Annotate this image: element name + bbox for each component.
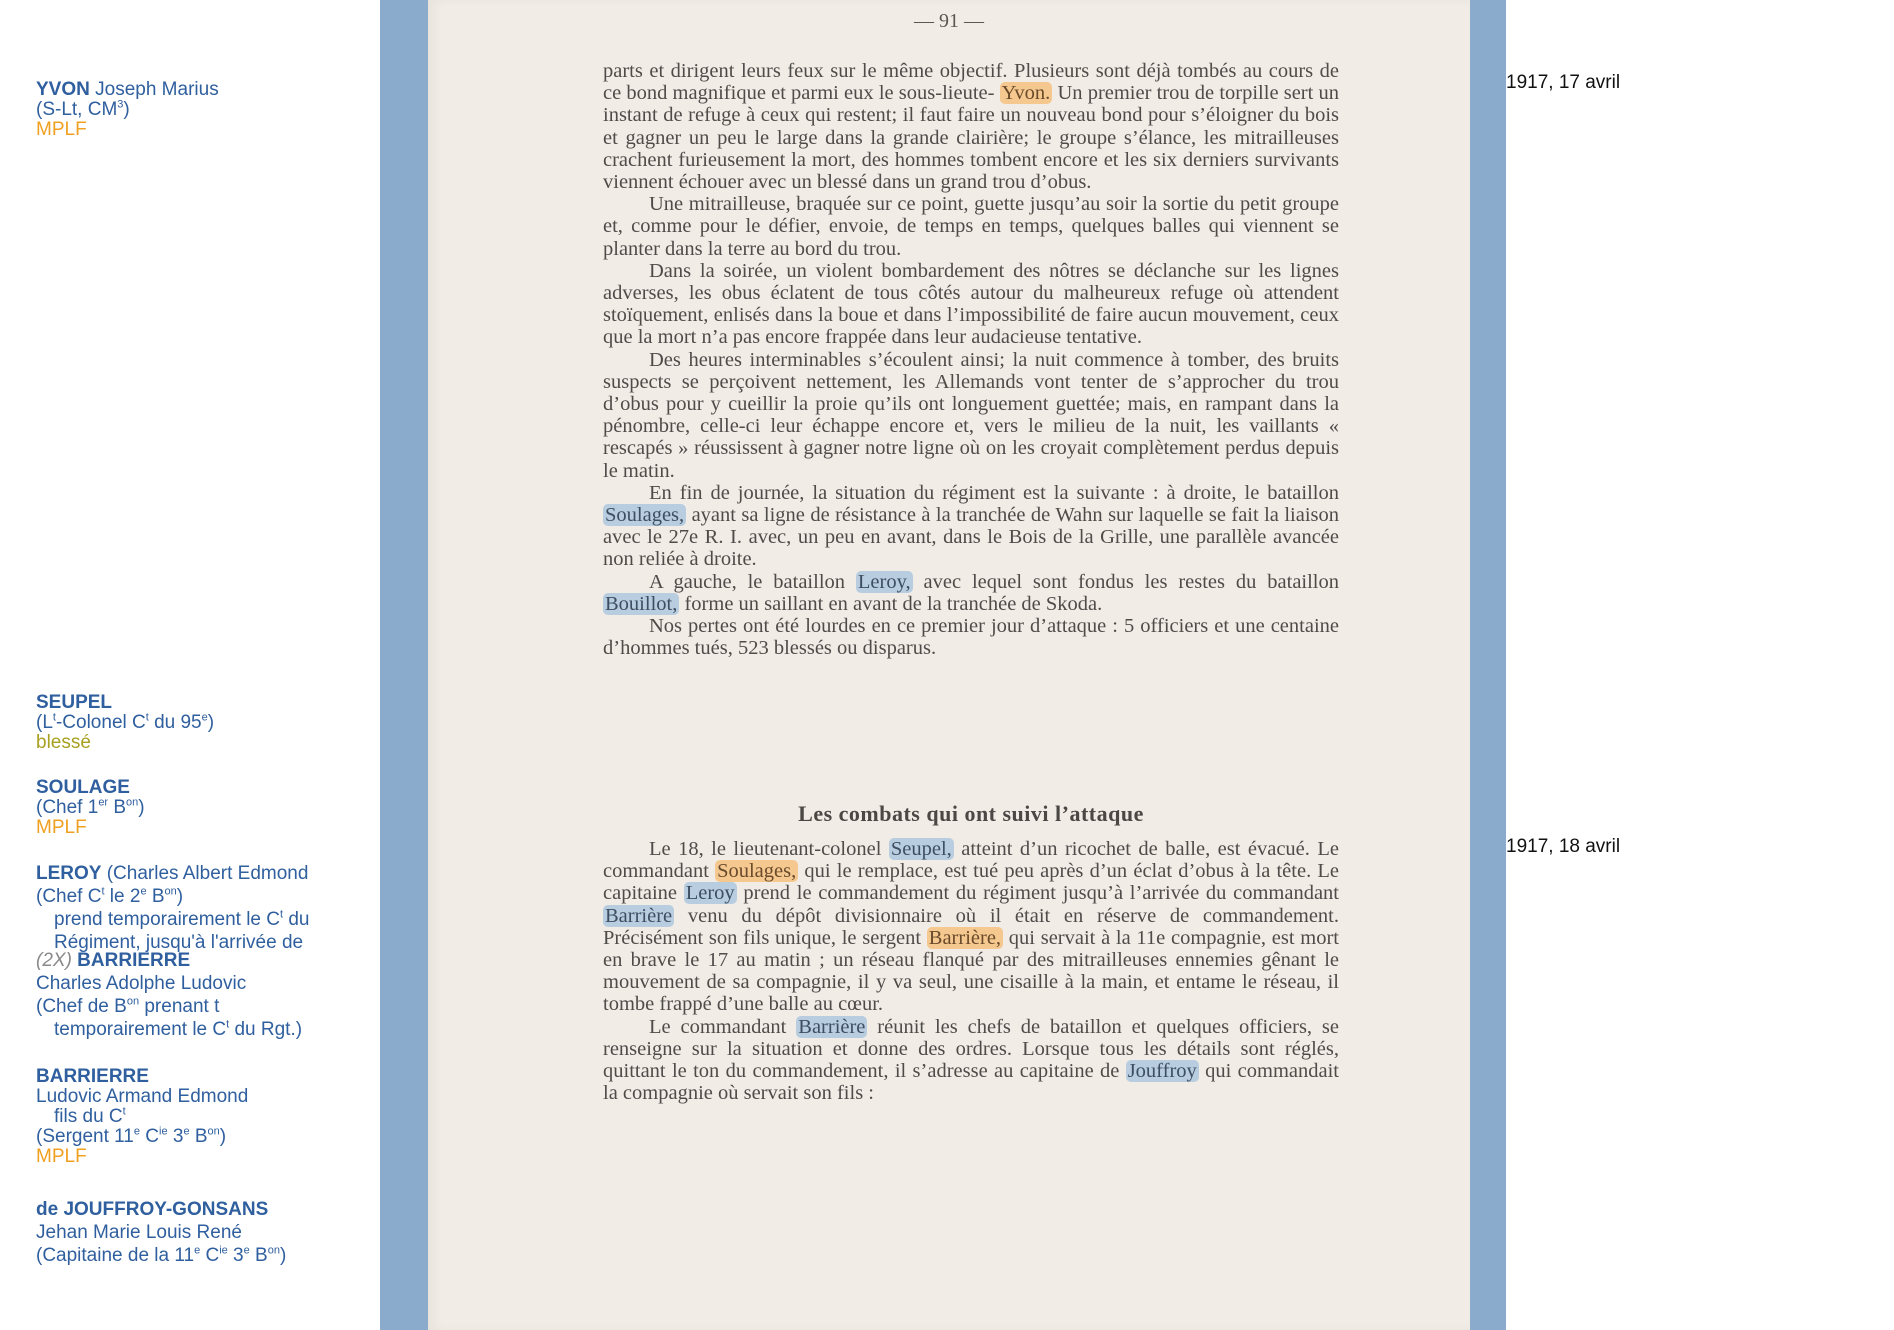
rank: (Chef 1er $B^{on}$) bbox=[36, 796, 145, 818]
page-number: — 91 — bbox=[914, 10, 984, 32]
surname: SEUPEL bbox=[36, 692, 113, 713]
status-label: MPLF bbox=[36, 119, 87, 140]
annotation-leroy bbox=[36, 862, 376, 954]
paragraph: Une mitrailleuse, braquée sur ce point, guette jusqu’au soir la sortie du petit groupe et, comme pour le défier, envoie, de temps en temps, quelques balles qui viennent se planter dans la terre au bord du trou. bbox=[603, 193, 1339, 260]
highlight-barriere: Barrière bbox=[605, 904, 673, 927]
surname: YVON bbox=[36, 79, 90, 100]
scanned-page bbox=[428, 0, 1470, 1330]
surname: de JOUFFROY-GONSANS bbox=[36, 1199, 269, 1220]
person-name: LEROY (Charles Albert Edmond bbox=[36, 863, 309, 884]
page-text-lower bbox=[603, 838, 1339, 1104]
highlight-leroy: Leroy, bbox=[857, 570, 911, 593]
rank: (Chef $C^t$ le 2e $B^{on}$) bbox=[36, 885, 184, 907]
highlight-soulages: Soulages, bbox=[717, 860, 797, 883]
annotation-jouffroy bbox=[36, 1198, 376, 1267]
page-text-upper bbox=[603, 60, 1339, 659]
paragraph: En fin de journée, la situation du régiment est la suivante : à droite, le bataillon Soulages, ayant sa ligne de résistance à la tranchée de Wahn sur laquelle se fait la liaison avec le 27e R. I. avec, un peu en avant, dans le Bois de la Grille, une parallèle avancée non reliée à droite. bbox=[603, 481, 1339, 571]
rank: (Chef de $B^{on}$ prenant t bbox=[36, 995, 220, 1017]
given-names: Jehan Marie Louis René bbox=[36, 1222, 242, 1243]
annotation-barrierre-commandant bbox=[36, 949, 376, 1041]
rank: (S-Lt, $CM^3$) bbox=[36, 98, 130, 120]
surname: SOULAGE bbox=[36, 777, 130, 798]
paragraph: Le 18, le lieutenant-colonel Seupel, atteint d’un ricochet de balle, est évacué. Le commandant Soulages, qui le remplace, est tué peu après d’un éclat d’obus à la tête. Le capitaine Leroy prend le commandement du régiment jusqu’à l’arrivée du commandant Barrière venu du dépôt divisionnaire où il était en réserve de commandement. Précisément son fils unique, le sergent Barrière, qui servait à la 11e compagnie, est mort en brave le 17 au matin ; un réseau flanqué par des mitrailleuses ennemies gênant le mouvement de sa compagnie, il y va seul, une cisaille à la main, et entame le réseau, il tombe frappé d’une balle au cœur. bbox=[603, 838, 1340, 1016]
note-line: prend temporairement le $C^t$ du bbox=[54, 908, 310, 930]
highlight-seupel: Seupel, bbox=[890, 838, 952, 860]
person-name bbox=[36, 79, 219, 100]
note-line: temporairement le $C^t$ du Rgt.) bbox=[54, 1018, 303, 1040]
status-label: MPLF bbox=[36, 1146, 87, 1167]
annotation-yvon bbox=[36, 80, 376, 140]
section-heading: Les combats qui ont suivi l’attaque bbox=[798, 801, 1144, 826]
note-line: Régiment, jusqu'à l'arrivée de bbox=[54, 932, 304, 953]
paragraph: A gauche, le bataillon Leroy, avec lequel sont fondus les restes du bataillon Bouillot, forme un saillant en avant de la tranchée de Skoda. bbox=[605, 570, 1339, 615]
paragraph: Dans la soirée, un violent bombardement des nôtres se déclanche sur les lignes adverses, les obus éclatent de tous côtés autour du malheureux refuge où attendent stoïquement, enlisés dans la boue et dans l’impossibilité de faire aucun mouvement, ceux que la mort n’a pas encore frappée dans leur audacieuse tentative. bbox=[603, 259, 1339, 349]
given-names: Joseph Marius bbox=[89, 79, 219, 100]
date-label: 1917, 18 avril bbox=[1506, 836, 1621, 857]
annotation-soulage bbox=[36, 778, 376, 838]
status-label: MPLF bbox=[36, 817, 87, 838]
paragraph: Des heures interminables s’écoulent ainsi; la nuit commence à tomber, des bruits suspects se perçoivent nettement, les Allemands vont tenter de s’approcher du trou d’obus pour y cueillir la proie qu’ils ont longuement guettée; mais, en rampant dans la pénombre, celle-ci leur échappe encore et, vers le milieu de la nuit, les vaillants « rescapés » réussissent à gagner notre ligne où on les croyait complètement perdus depuis le matin. bbox=[603, 348, 1339, 482]
person-name: (2X) BARRIERRE bbox=[36, 950, 191, 971]
given-names: Charles Adolphe Ludovic bbox=[36, 973, 247, 994]
highlight-bouillot: Bouillot, bbox=[605, 592, 678, 615]
highlight-leroy: Leroy bbox=[685, 882, 735, 905]
highlight-jouffroy: Jouffroy bbox=[1127, 1060, 1197, 1083]
given-names: Ludovic Armand Edmond bbox=[36, 1086, 249, 1107]
rank: (Sergent 11e $C^{ie}$ 3e $B^{on}$) bbox=[36, 1125, 227, 1147]
status-label: blessé bbox=[36, 732, 91, 753]
annotation-seupel bbox=[36, 693, 376, 753]
margin-annotations bbox=[36, 0, 376, 1330]
paragraph: parts et dirigent leurs feux sur le même objectif. Plusieurs sont déjà tombés au cours de ce bond magnifique et parmi eux le sous-lieute- Yvon. Un premier trou de torpille sert un instant de refuge à ceux qui restent; il faut faire un nouveau bond pour s’éloigner du bois et gagner un peu le large dans la grande clairière; le groupe s’élance, les mitrailleuses crachent furieusement la mort, des hommes tombent encore et les six derniers survivants viennent échouer avec un blessé dans un grand trou d’obus. bbox=[603, 60, 1339, 194]
highlight-barriere-son: Barrière, bbox=[928, 926, 1002, 949]
highlight-barriere: Barrière bbox=[798, 1015, 866, 1038]
paragraph: Le commandant Barrière réunit les chefs de bataillon et quelques officiers, se renseigne sur la situation et donne des ordres. Lorsque tous les détails sont réglés, quittant le ton du commandement, il s’adresse au capitaine de Jouffroy qui commandait la compagnie où servait son fils : bbox=[603, 1015, 1339, 1105]
date-label: 1917, 17 avril bbox=[1506, 72, 1621, 93]
annotation-barrierre-sergent bbox=[36, 1067, 376, 1167]
relation: fils du $C^t$ bbox=[54, 1105, 126, 1127]
rank: (Capitaine de la 11e $C^{ie}$ 3e $B^{on}$) bbox=[36, 1244, 287, 1266]
rank: ($L^t$-Colonel $C^t$ du 95e) bbox=[36, 711, 215, 733]
highlight-soulages: Soulages, bbox=[605, 504, 685, 527]
surname: BARRIERRE bbox=[36, 1066, 149, 1087]
paragraph: Nos pertes ont été lourdes en ce premier jour d’attaque : 5 officiers et une centaine d’hommes tués, 523 blessés ou disparus. bbox=[603, 615, 1339, 660]
highlight-yvon: Yvon. bbox=[1001, 82, 1051, 105]
